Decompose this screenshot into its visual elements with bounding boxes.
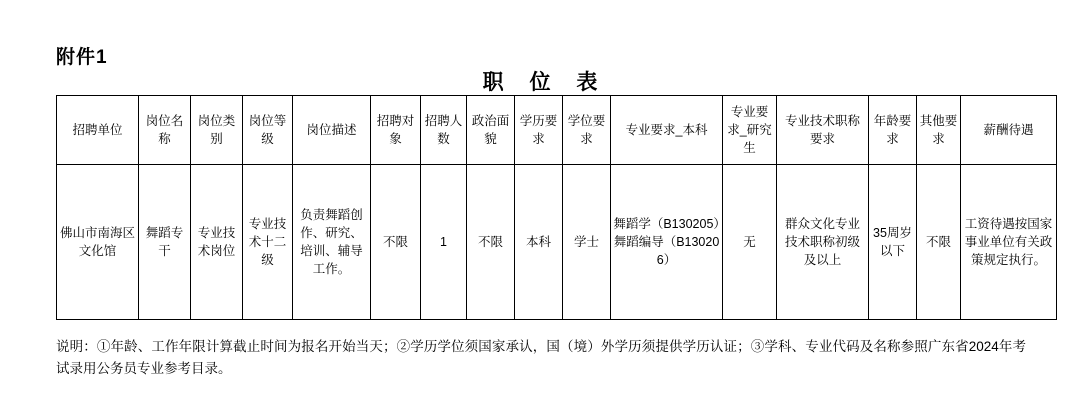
header-position-category: 岗位类别: [191, 96, 243, 165]
header-political-status: 政治面貌: [467, 96, 515, 165]
cell-unit: 佛山市南海区文化馆: [57, 165, 139, 320]
header-position-level: 岗位等级: [243, 96, 293, 165]
header-degree: 学位要求: [563, 96, 611, 165]
cell-education: 本科: [515, 165, 563, 320]
cell-salary: 工资待遇按国家事业单位有关政策规定执行。: [961, 165, 1057, 320]
position-table: [56, 95, 1057, 320]
header-position-name: 岗位名称: [139, 96, 191, 165]
cell-position-name: 舞蹈专干: [139, 165, 191, 320]
header-title-requirement: 专业技术职称要求: [777, 96, 869, 165]
cell-description: 负责舞蹈创作、研究、培训、辅导工作。: [293, 165, 371, 320]
position-table-container: [56, 95, 1053, 320]
table-row: [57, 165, 1057, 320]
header-description: 岗位描述: [293, 96, 371, 165]
cell-degree: 学士: [563, 165, 611, 320]
header-headcount: 招聘人数: [421, 96, 467, 165]
cell-title-requirement: 群众文化专业技术职称初级及以上: [777, 165, 869, 320]
cell-age: 35周岁以下: [869, 165, 917, 320]
cell-position-level: 专业技术十二级: [243, 165, 293, 320]
header-salary: 薪酬待遇: [961, 96, 1057, 165]
cell-other: 不限: [917, 165, 961, 320]
cell-major-undergraduate: 舞蹈学（B130205）舞蹈编导（B130206）: [611, 165, 723, 320]
header-target: 招聘对象: [371, 96, 421, 165]
attachment-label: 附件1: [56, 47, 108, 68]
cell-political-status: 不限: [467, 165, 515, 320]
page-title: 职 位 表: [482, 71, 608, 94]
header-age: 年龄要求: [869, 96, 917, 165]
table-header-row: [57, 96, 1057, 165]
cell-target: 不限: [371, 165, 421, 320]
cell-headcount: 1: [421, 165, 467, 320]
cell-major-graduate: 无: [723, 165, 777, 320]
header-other: 其他要求: [917, 96, 961, 165]
header-unit: 招聘单位: [57, 96, 139, 165]
table-note: 说明：①年龄、工作年限计算截止时间为报名开始当天；②学历学位须国家承认，国（境）外学历须提供学历认证；③学科、专业代码及名称参照广东省2024年考试录用公务员专业参考目录。: [56, 339, 1026, 377]
header-major-undergraduate: 专业要求_本科: [611, 96, 723, 165]
header-education: 学历要求: [515, 96, 563, 165]
header-major-graduate: 专业要求_研究生: [723, 96, 777, 165]
cell-position-category: 专业技术岗位: [191, 165, 243, 320]
